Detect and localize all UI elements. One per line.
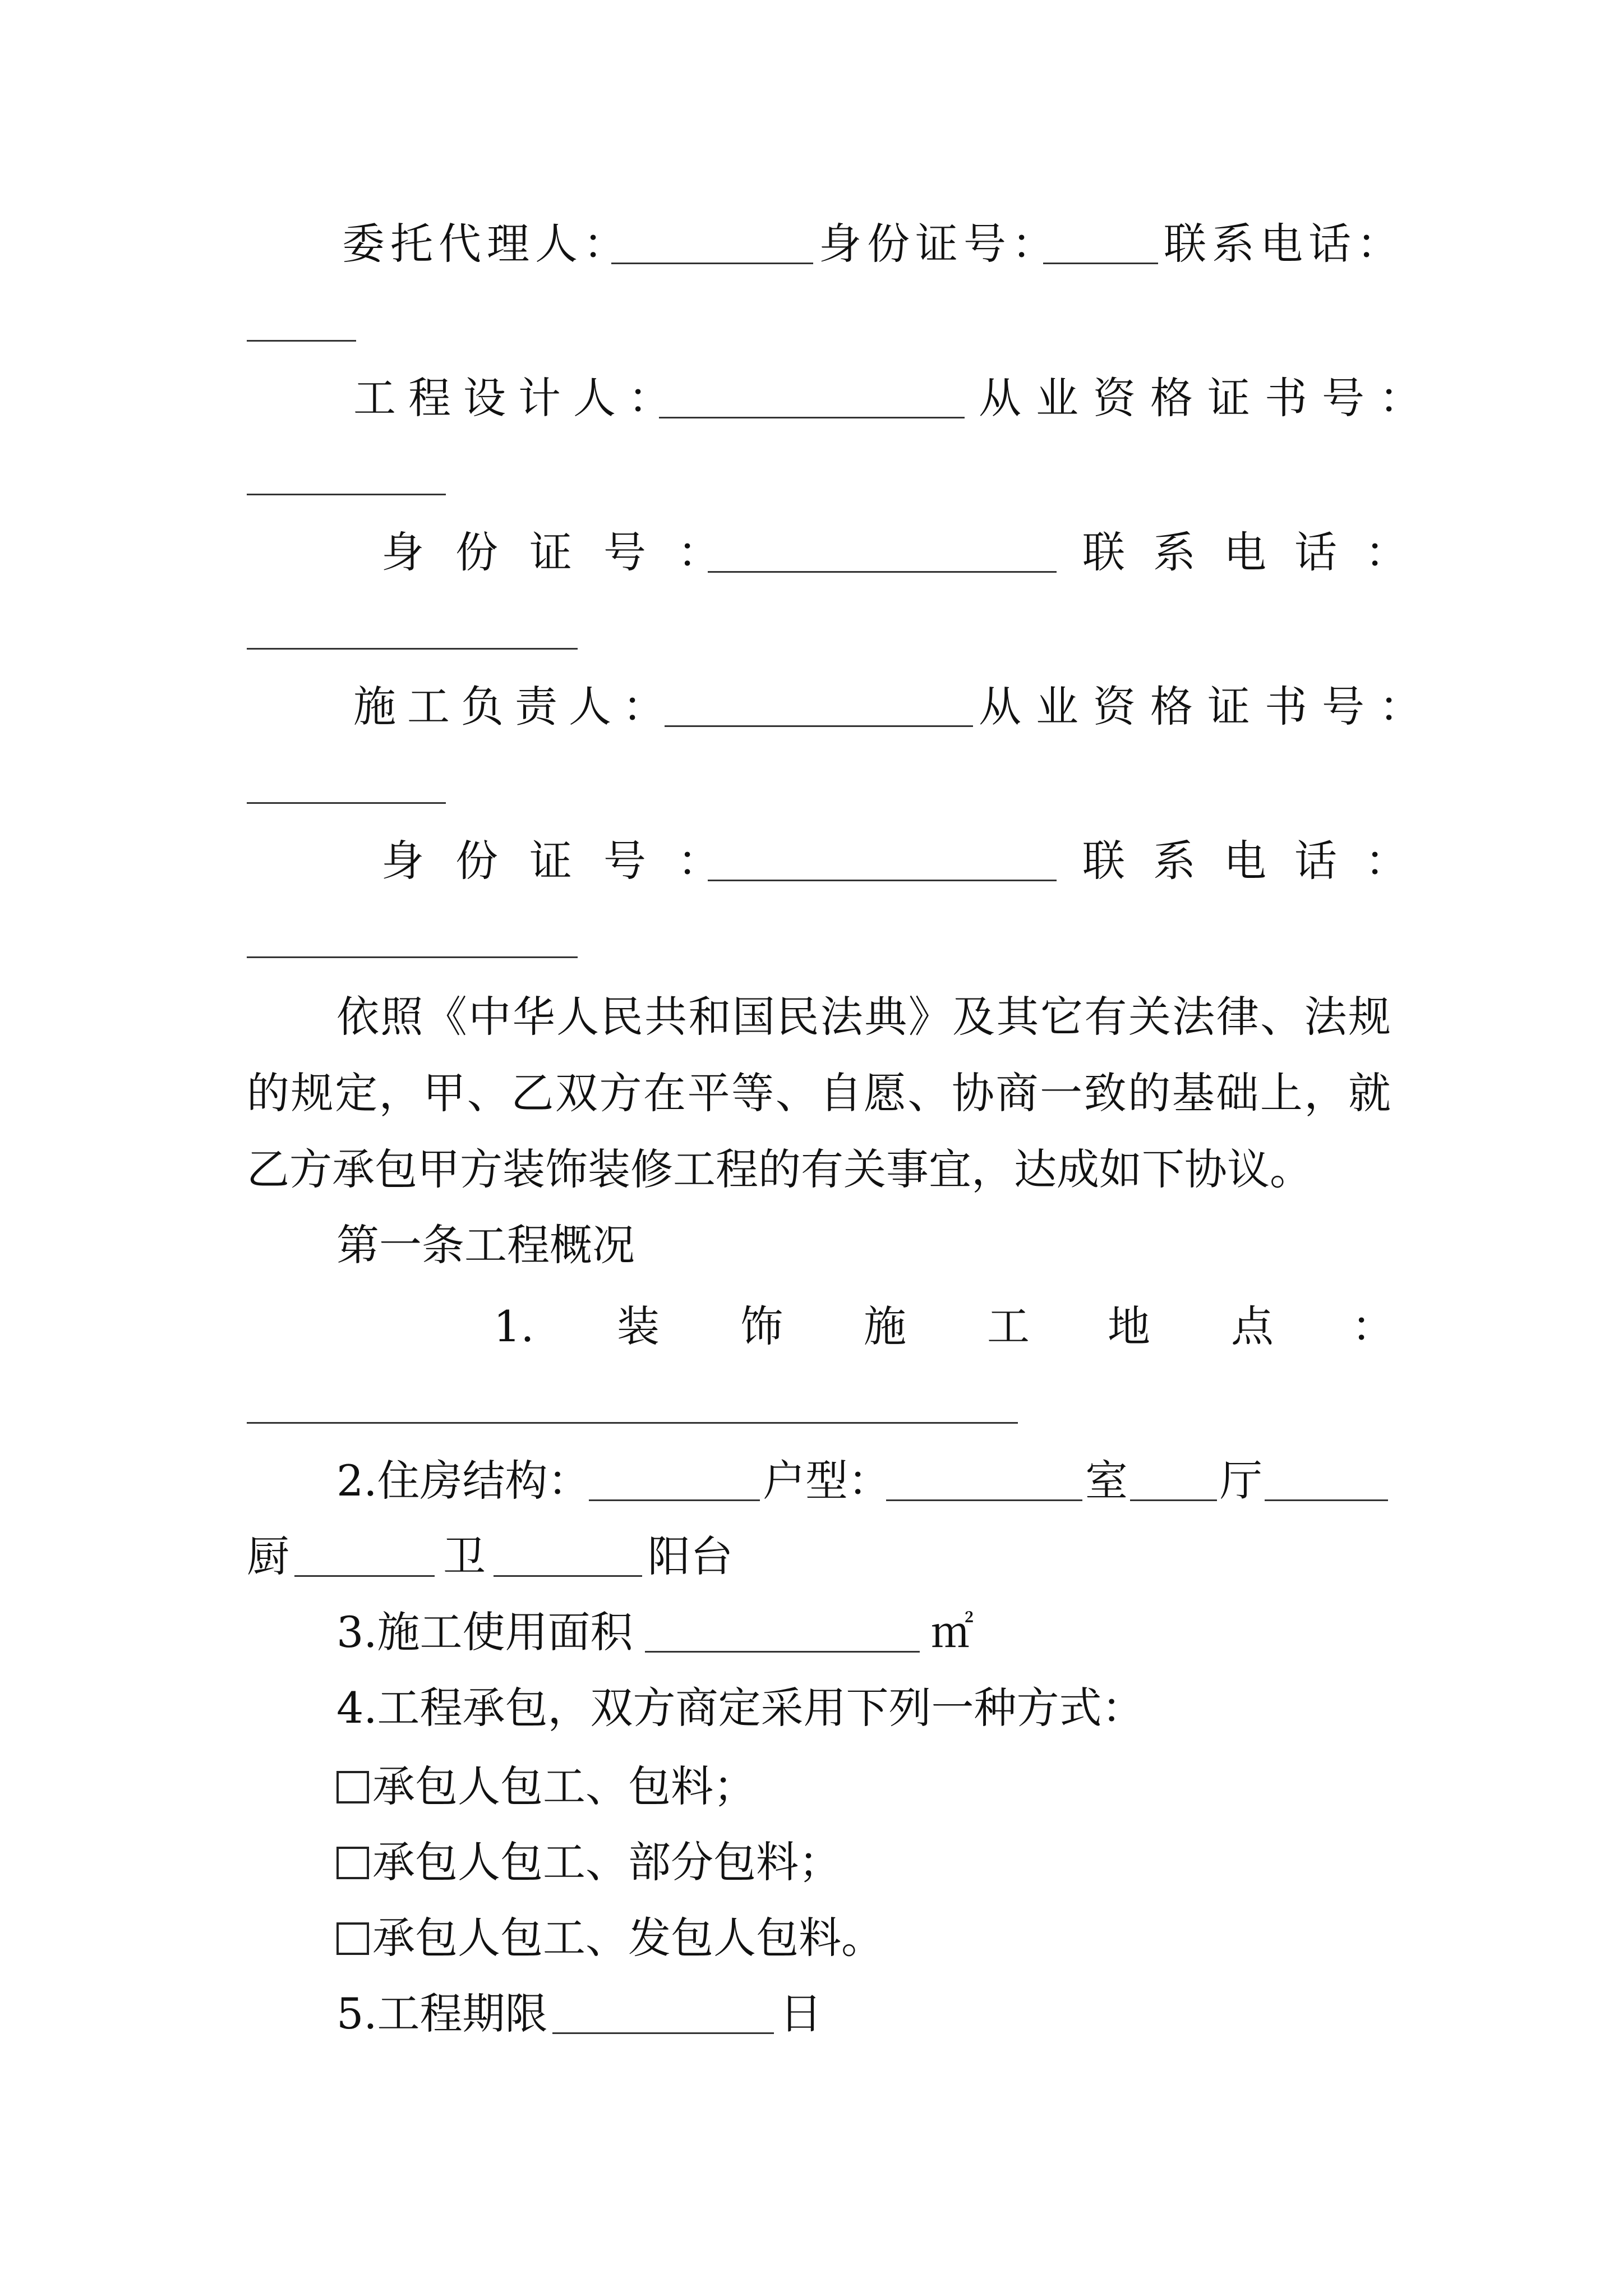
article1-heading: 第一条工程概况 bbox=[336, 1220, 635, 1270]
manager-line bbox=[0, 676, 1623, 738]
bath-label: 卫 bbox=[443, 1531, 486, 1581]
item2-label: 2.住房结构： bbox=[336, 1456, 591, 1506]
address-blank[interactable] bbox=[247, 1422, 1018, 1424]
designer-phone-blank[interactable] bbox=[247, 648, 578, 650]
manager-cert-label: 从业资格证书号： bbox=[979, 682, 1436, 731]
option-2-label: 承包人包工、部分包料； bbox=[372, 1837, 841, 1887]
duration-blank[interactable] bbox=[552, 2032, 774, 2034]
item4-line bbox=[0, 1677, 1623, 1739]
bath-blank[interactable] bbox=[294, 1575, 435, 1577]
duration-unit: 日 bbox=[780, 1989, 822, 2039]
intro-paragraph bbox=[247, 979, 1391, 1208]
item3-line bbox=[0, 1602, 1623, 1663]
designer-id-line bbox=[0, 522, 1623, 583]
article1-heading-line bbox=[0, 1214, 1623, 1276]
option-2-checkbox[interactable] bbox=[336, 1847, 369, 1879]
option-3-label: 承包人包工、发包人包料。 bbox=[372, 1913, 884, 1963]
designer-cert-blank[interactable] bbox=[247, 494, 446, 495]
option-1-line bbox=[0, 1756, 1623, 1818]
kitchen-blank[interactable] bbox=[1265, 1499, 1388, 1501]
manager-id-line bbox=[0, 830, 1623, 892]
item3-label: 3.施工使用面积 bbox=[336, 1607, 633, 1657]
manager-label: 施工负责人： bbox=[353, 682, 676, 731]
agent-label: 委托代理人： bbox=[342, 219, 631, 269]
item1-char-3: 施 bbox=[864, 1301, 906, 1351]
intro-text: 依照《中华人民共和国民法典》及其它有关法律、法规的规定，甲、乙双方在平等、自愿、协商一致的基础上，就乙方承包甲方装饰装修工程的有关事宜，达成如下协议。 bbox=[247, 992, 1391, 1194]
agent-id-blank[interactable] bbox=[1043, 263, 1158, 264]
balcony-blank[interactable] bbox=[494, 1575, 642, 1577]
item1-char-1: 装 bbox=[617, 1301, 660, 1351]
designer-label: 工程设计人： bbox=[353, 373, 683, 423]
option-1-checkbox[interactable] bbox=[336, 1771, 369, 1803]
manager-cert-blank[interactable] bbox=[247, 802, 446, 804]
manager-phone-blank[interactable] bbox=[247, 956, 578, 958]
designer-id-label: 身份证号： bbox=[381, 527, 751, 577]
house-type-label: 户型： bbox=[763, 1456, 891, 1506]
option-3-checkbox[interactable] bbox=[336, 1922, 369, 1955]
item5-line bbox=[0, 1983, 1623, 2045]
option-3-line bbox=[0, 1907, 1623, 1969]
room-label: 室 bbox=[1085, 1456, 1128, 1506]
item1-line bbox=[0, 1296, 1623, 1358]
designer-line bbox=[0, 367, 1623, 429]
item1-num: 1. bbox=[494, 1301, 534, 1351]
item2-cont-line bbox=[0, 1526, 1623, 1588]
item4-label: 4.工程承包，双方商定采用下列一种方式： bbox=[336, 1683, 1145, 1733]
room-blank[interactable] bbox=[886, 1499, 1082, 1501]
manager-name-blank[interactable] bbox=[665, 725, 973, 727]
kitchen-label: 厨 bbox=[247, 1531, 289, 1581]
option-1-label: 承包人包工、包料； bbox=[372, 1761, 756, 1811]
item1-char-7: ： bbox=[1352, 1301, 1394, 1351]
agent-name-blank[interactable] bbox=[611, 263, 813, 264]
manager-id-label: 身份证号： bbox=[381, 836, 751, 886]
area-blank[interactable] bbox=[645, 1651, 920, 1653]
designer-name-blank[interactable] bbox=[659, 417, 965, 418]
structure-blank[interactable] bbox=[589, 1499, 760, 1501]
item1-char-2: 饰 bbox=[740, 1301, 783, 1351]
agent-phone-blank[interactable] bbox=[247, 340, 356, 342]
area-unit: ㎡ bbox=[931, 1607, 974, 1657]
manager-phone-label: 联系电话： bbox=[1082, 836, 1436, 886]
item1-char-4: 工 bbox=[987, 1301, 1030, 1351]
agent-phone-label: 联系电话： bbox=[1164, 219, 1405, 269]
item1-char-5: 地 bbox=[1108, 1301, 1150, 1351]
hall-label: 厅 bbox=[1220, 1456, 1262, 1506]
designer-phone-label: 联系电话： bbox=[1082, 527, 1436, 577]
option-2-line bbox=[0, 1832, 1623, 1893]
item2-line bbox=[0, 1450, 1623, 1512]
hall-blank[interactable] bbox=[1130, 1499, 1217, 1501]
designer-cert-label: 从业资格证书号： bbox=[979, 373, 1436, 423]
item1-char-6: 点 bbox=[1231, 1301, 1274, 1351]
item5-label: 5.工程期限 bbox=[336, 1989, 548, 2039]
designer-id-blank[interactable] bbox=[708, 571, 1057, 573]
agent-line bbox=[0, 213, 1623, 275]
manager-id-blank[interactable] bbox=[708, 880, 1057, 881]
agent-id-label: 身份证号： bbox=[819, 219, 1060, 269]
balcony-label: 阳台 bbox=[648, 1531, 733, 1581]
